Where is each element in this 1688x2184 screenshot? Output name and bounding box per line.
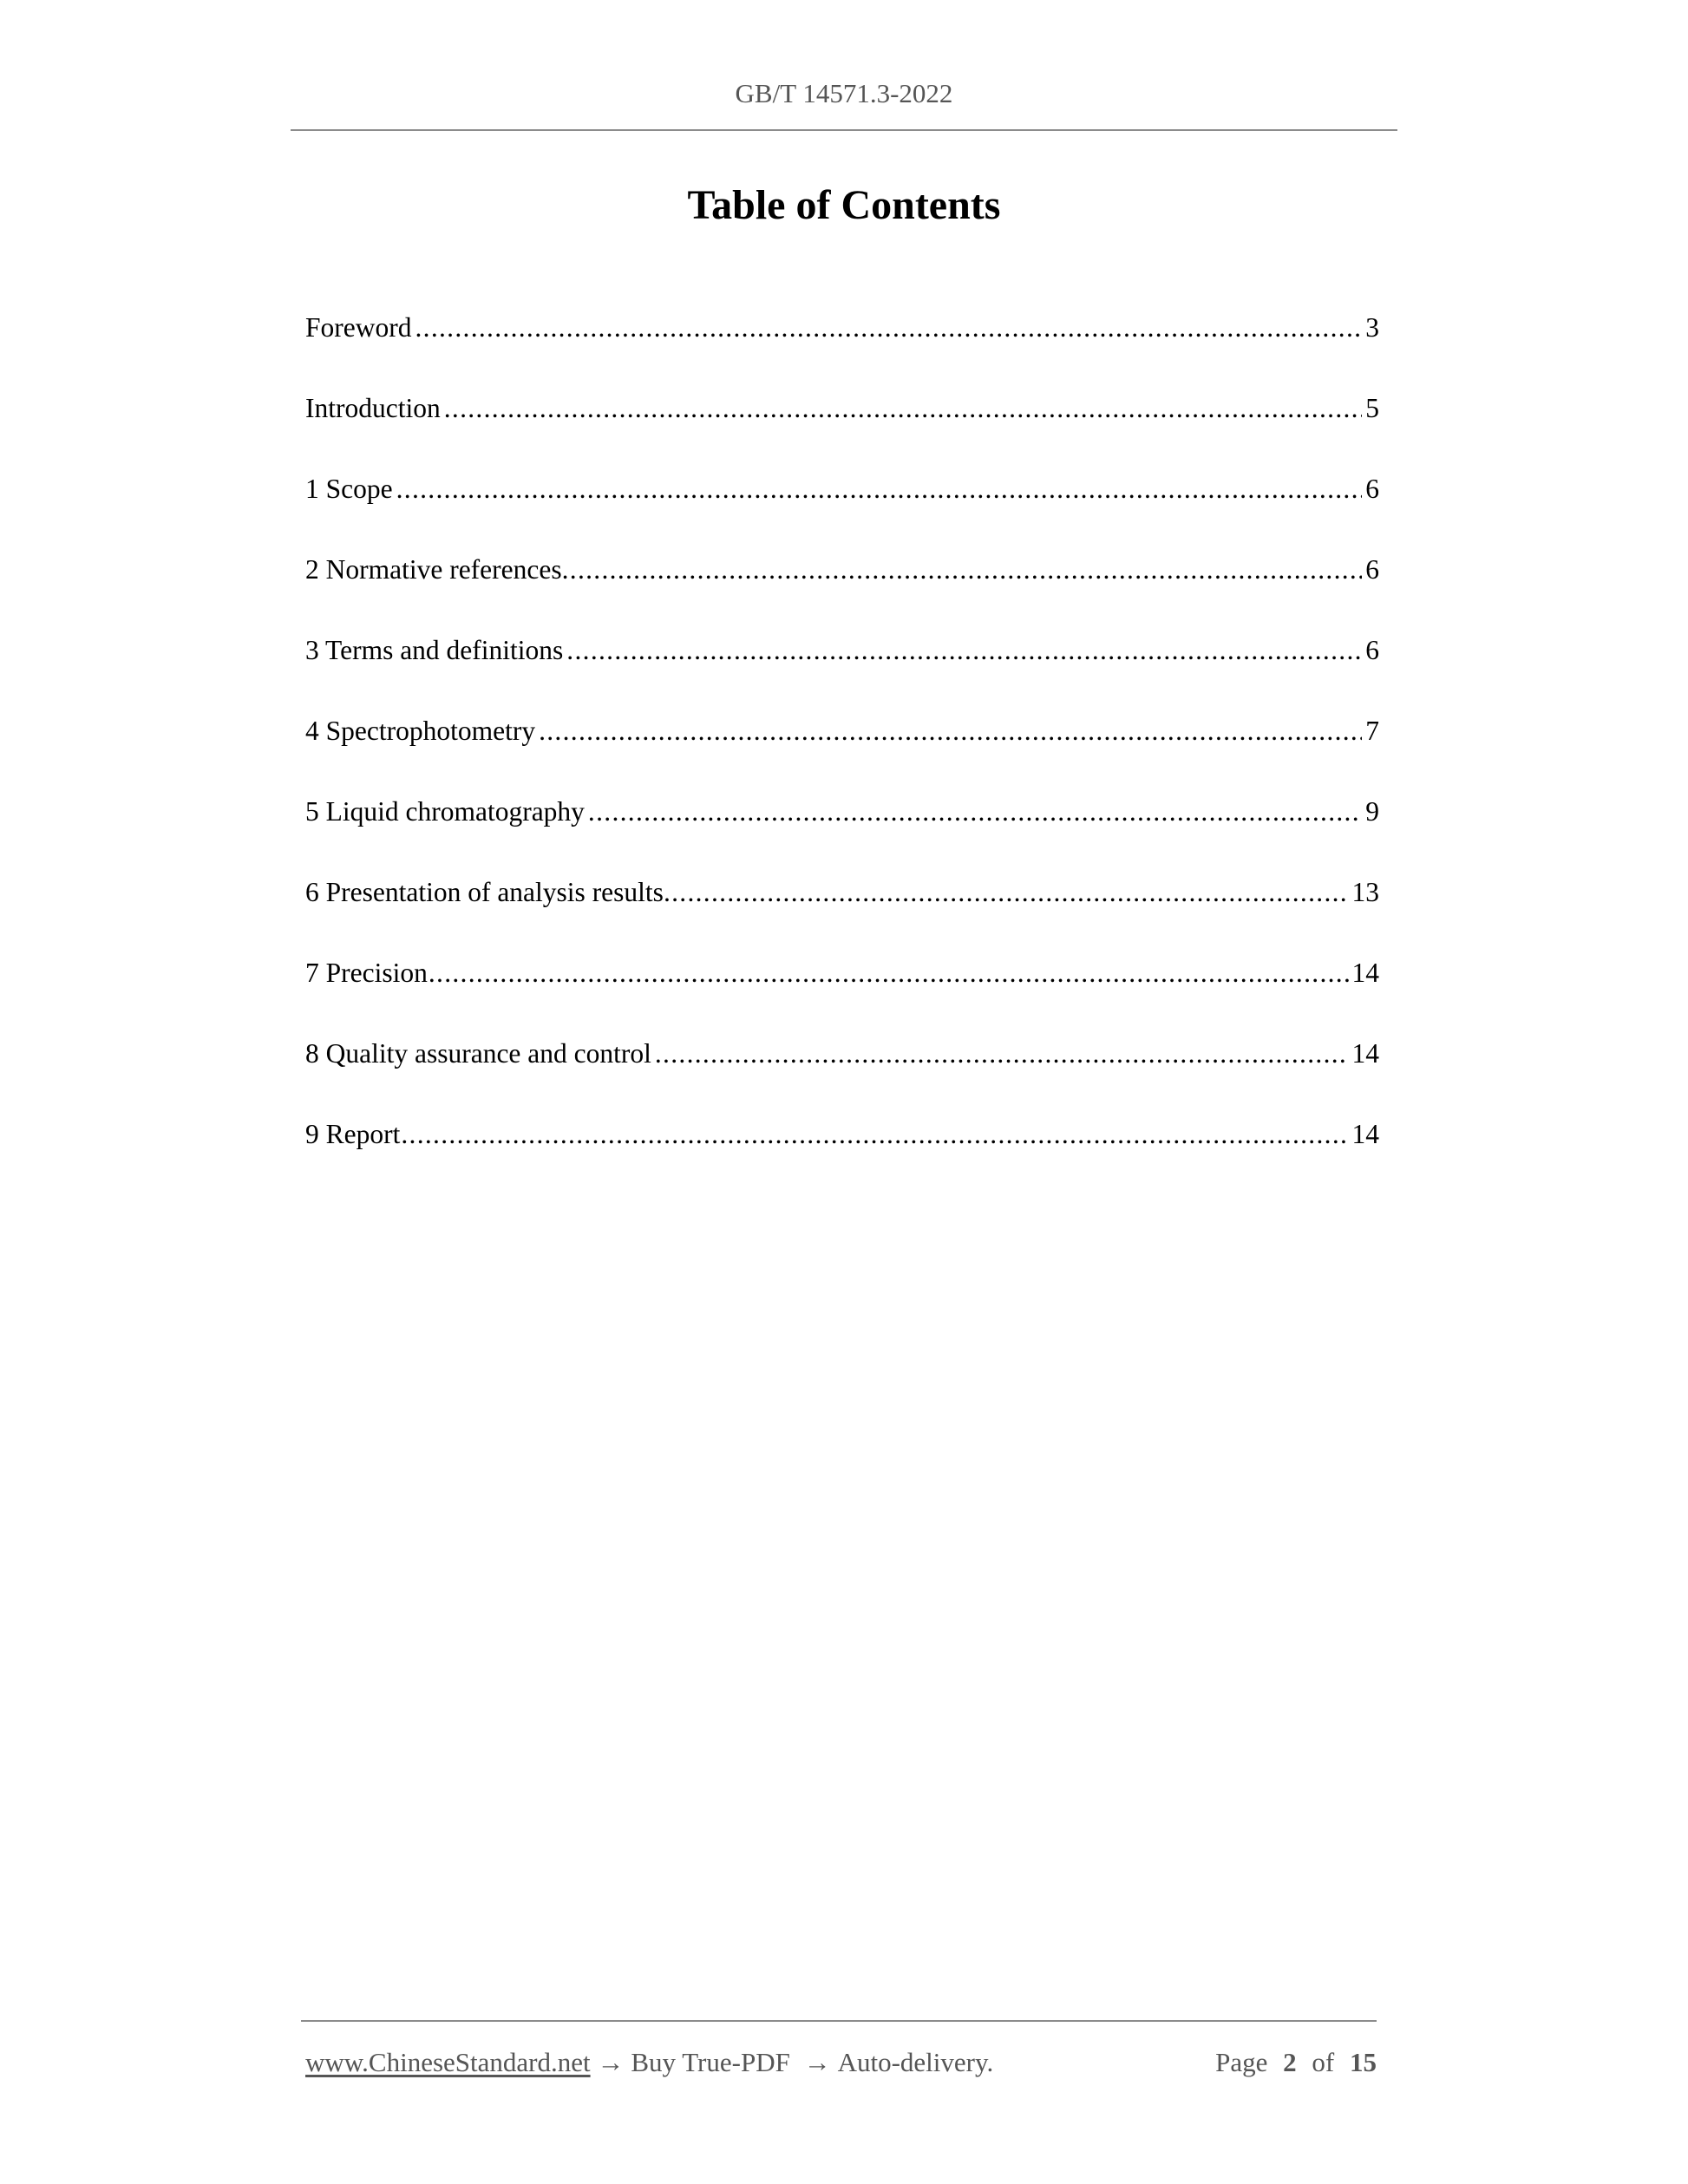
arrow-right-icon: → [803,2047,831,2077]
toc-entry-presentation-of-results[interactable] [305,877,1379,958]
toc-entry-label: 2 Normative references [305,554,562,585]
dot-leader [655,1038,1349,1069]
toc-entry-page: 14 [1351,1038,1379,1069]
dot-leader [415,312,1362,343]
page-footer [305,2045,1377,2080]
header-divider [291,129,1397,131]
footer-divider [301,2020,1377,2022]
toc-entry-label: 8 Quality assurance and control [305,1038,651,1069]
total-pages-number: 15 [1350,2047,1377,2077]
dot-leader [401,1119,1348,1150]
toc-entry-introduction[interactable] [305,393,1379,474]
toc-entry-page: 14 [1351,958,1379,988]
arrow-right-icon: → [597,2047,625,2077]
toc-entry-label: Introduction [305,393,441,423]
toc-entry-label: 7 Precision [305,958,428,988]
dot-leader [539,716,1362,747]
toc-entry-label: 3 Terms and definitions [305,635,564,665]
toc-entry-normative-references[interactable] [305,554,1379,635]
toc-entry-page: 5 [1365,393,1379,423]
toc-entry-page: 6 [1365,635,1379,665]
toc-entry-label: 4 Spectrophotometry [305,716,536,746]
dot-leader [566,635,1362,666]
current-page-number: 2 [1283,2047,1297,2077]
page-counter [1215,2045,1377,2080]
table-of-contents [305,312,1379,1200]
dot-leader [429,958,1349,989]
toc-entry-precision[interactable] [305,958,1379,1038]
toc-entry-page: 6 [1365,554,1379,585]
page-title: Table of Contents [687,182,1001,228]
dot-leader [444,393,1363,424]
dot-leader [664,877,1349,908]
toc-entry-page: 7 [1365,716,1379,746]
toc-entry-label: 9 Report [305,1119,401,1149]
of-word: of [1312,2047,1335,2077]
toc-entry-spectrophotometry[interactable] [305,716,1379,796]
toc-entry-page: 9 [1365,796,1379,827]
toc-entry-quality-assurance[interactable] [305,1038,1379,1119]
toc-entry-report[interactable] [305,1119,1379,1200]
toc-entry-foreword[interactable] [305,312,1379,393]
toc-entry-label: 1 Scope [305,474,393,504]
toc-entry-liquid-chromatography[interactable] [305,796,1379,877]
dot-leader [396,474,1363,505]
document-id-header: GB/T 14571.3-2022 [735,78,953,108]
footer-step-buy: Buy True-PDF [631,2047,790,2077]
page-word: Page [1215,2047,1268,2077]
toc-entry-page: 13 [1351,877,1379,907]
dot-leader [588,796,1362,827]
toc-entry-label: 5 Liquid chromatography [305,796,585,827]
toc-entry-page: 14 [1351,1119,1379,1149]
toc-entry-terms-and-definitions[interactable] [305,635,1379,716]
toc-entry-label: 6 Presentation of analysis results [305,877,664,907]
footer-step-delivery: Auto-delivery. [837,2047,994,2077]
toc-entry-label: Foreword [305,312,412,343]
toc-entry-scope[interactable] [305,474,1379,554]
toc-entry-page: 3 [1365,312,1379,343]
toc-entry-page: 6 [1365,474,1379,504]
footer-promo [305,2045,1000,2080]
chinesestandard-link[interactable]: www.ChineseStandard.net [305,2047,591,2077]
dot-leader [562,554,1363,585]
